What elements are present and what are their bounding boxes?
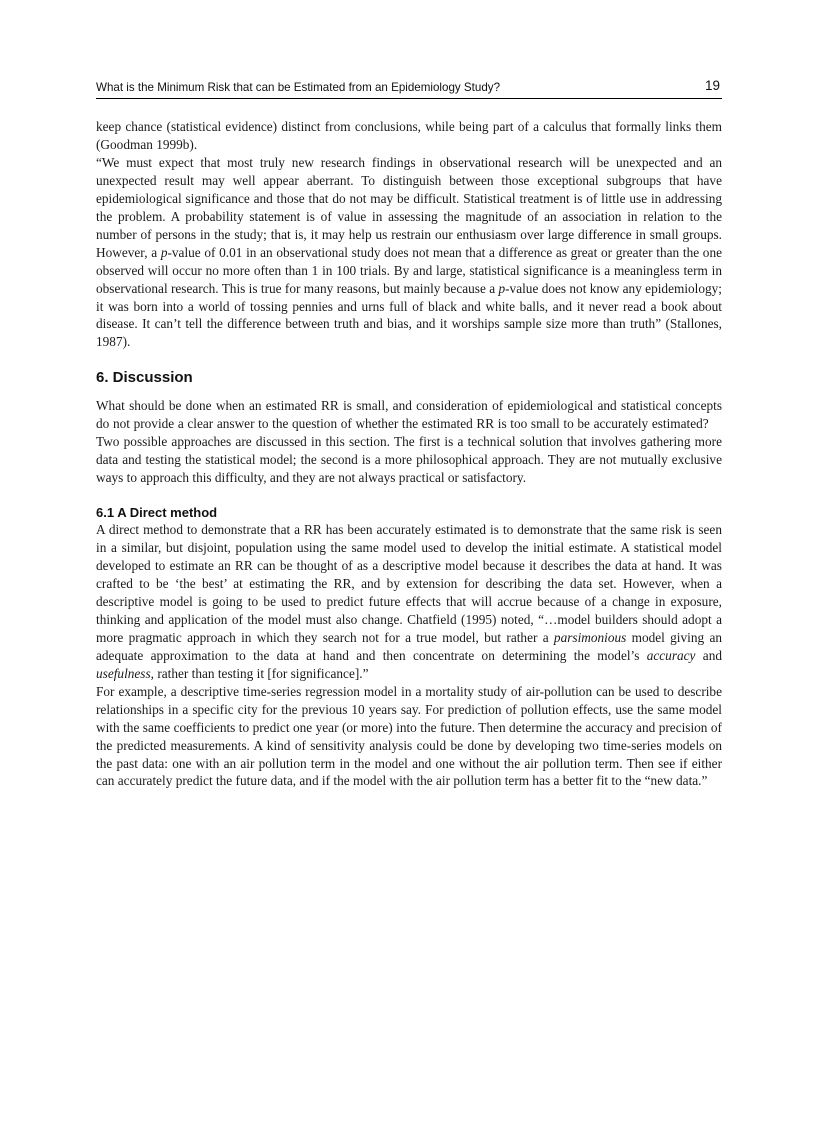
header-title: What is the Minimum Risk that can be Estimated from an Epidemiology Study? xyxy=(96,81,501,94)
direct-method-paragraph xyxy=(96,521,722,683)
p-symbol: p xyxy=(498,280,506,296)
direct-part-d: , rather than testing it [for significance].” xyxy=(150,665,369,681)
intro-paragraph: keep chance (statistical evidence) distinct from conclusions, while being part of a calculus that formally links them (Goodman 1999b). xyxy=(96,119,722,152)
quote-part-a: “We must expect that most truly new research findings in observational research will be unexpected and an unexpected result may well appear aberrant. To distinguish between those exceptional subgroups that have epidemiological significance and those that do not may be difficult. Statistical treatment is of little use in addressing the problem. A probability statement is of value in assessing the magnitude of an association in relation to the number of persons in the study; that is, it may help us restrain our enthusiasm over large difference in small groups. However, a xyxy=(96,154,722,260)
page-number: 19 xyxy=(704,78,720,93)
p-symbol: p xyxy=(160,244,168,260)
stallones-quote xyxy=(96,154,722,351)
subsection-heading-direct-method: 6.1 A Direct method xyxy=(96,505,218,521)
quote-part-c: -value does not know any epidemiology; it was born into a world of tossing pennies and urns full of black and white balls, and it never read a book about disease. It can’t tell the difference between truth and bias, and it worships sample size more than truth” (Stallones, 1987). xyxy=(96,280,722,350)
direct-part-b: model giving an adequate approximation to the data at hand and then concentrate on determining the model’s xyxy=(96,629,722,663)
discussion-paragraph: What should be done when an estimated RR is small, and consideration of epidemiological and statistical concepts do not provide a clear answer to the question of whether the estimated RR is too small to be accurately estimated? Two possible approaches are discussed in this section. The first is a technical solution that involves gathering more data and testing the statistical model; the second is a more philosophical approach. They are not mutually exclusive ways to approach this difficulty, and they are not always practical or satisfactory. xyxy=(96,398,722,486)
direct-part-c: and xyxy=(695,647,722,663)
example-paragraph: For example, a descriptive time-series regression model in a mortality study of air-pollution can be used to describe relationships in a specific city for the previous 10 years say. For prediction of pollution effects, use the same model with the same coefficients to predict one year (or more) into the future. Then determine the accuracy and precision of the predicted measurements. A kind of sensitivity analysis could be done by developing two time-series models on the past data: one with an air pollution term in the model and one without the air pollution term. Then see if either can accurately predict the future data, and if the model with the air pollution term has a better fit to the “new data.” xyxy=(96,683,722,789)
emphasis-accuracy: accuracy xyxy=(646,647,696,663)
section-heading-discussion: 6. Discussion xyxy=(96,369,193,387)
quote-part-b: -value of 0.01 in an observational study does not mean that a difference as great or greater than the one observed will occur no more often than 1 in 100 trials. By and large, statistical significance is a meaningless term in observational research. This is true for many reasons, but mainly because a xyxy=(96,244,723,296)
emphasis-usefulness: usefulness xyxy=(96,665,151,681)
emphasis-parsimonious: parsimonious xyxy=(553,629,627,645)
running-header xyxy=(96,78,722,99)
direct-part-a: A direct method to demonstrate that a RR has been accurately estimated is to demonstrate that the same risk is seen in a similar, but disjoint, population using the same model used to develop the initial estimate. A statistical model developed to estimate an RR can be thought of as a descriptive model because it describes the data at hand. It was crafted to be ‘the best’ at estimating the RR, and by extension for describing the data set. However, when a descriptive model is going to be used to predict future effects that will accrue because of a change in exposure, thinking and application of the model must also change. Chatfield (1995) noted, “…model builders should adopt a more pragmatic approach in which they search not for a true model, but rather a xyxy=(96,522,722,645)
body-text xyxy=(96,118,722,790)
